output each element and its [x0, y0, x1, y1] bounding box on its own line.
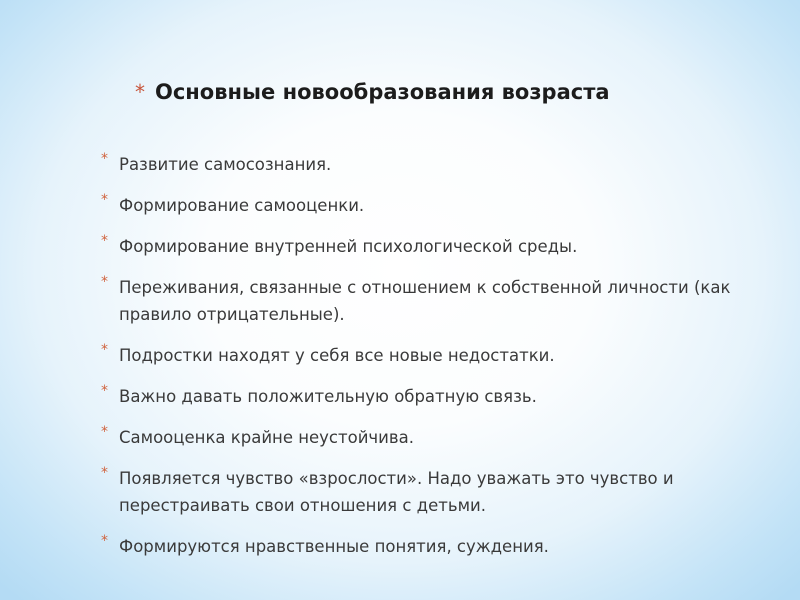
bullet-text: Формируются нравственные понятия, суждения.: [119, 537, 549, 556]
slide-title: Основные новообразования возраста: [155, 80, 610, 104]
bullet-star-icon: *: [101, 274, 108, 290]
bullet-item: [101, 192, 791, 219]
bullet-text: Переживания, связанные с отношением к собственной личности (как правило отрицательные).: [119, 278, 731, 324]
bullet-text: Формирование самооценки.: [119, 196, 365, 215]
bullet-star-icon: *: [101, 342, 108, 358]
bullet-star-icon: *: [101, 192, 108, 208]
bullet-text: Появляется чувство «взрослости». Надо уважать это чувство и перестраивать свои отношения с детьми.: [119, 469, 674, 515]
bullet-item: [101, 465, 791, 519]
bullet-text: Развитие самосознания.: [119, 155, 332, 174]
bullet-text: Формирование внутренней психологической среды.: [119, 237, 578, 256]
bullet-item: [101, 533, 791, 560]
bullet-item: [101, 424, 791, 451]
bullet-item: [101, 342, 791, 369]
bullet-item: [101, 233, 791, 260]
bullet-item: [101, 151, 791, 178]
bullet-list: [101, 151, 791, 574]
bullet-text: Самооценка крайне неустойчива.: [119, 428, 414, 447]
bullet-star-icon: *: [101, 151, 108, 167]
bullet-text: Подростки находят у себя все новые недостатки.: [119, 346, 555, 365]
bullet-item: [101, 274, 791, 328]
bullet-star-icon: *: [101, 383, 108, 399]
title-bullet-icon: *: [135, 80, 145, 104]
bullet-text: Важно давать положительную обратную связь.: [119, 387, 537, 406]
bullet-star-icon: *: [101, 465, 108, 481]
title-row: [135, 80, 610, 104]
bullet-star-icon: *: [101, 233, 108, 249]
bullet-star-icon: *: [101, 424, 108, 440]
bullet-item: [101, 383, 791, 410]
bullet-star-icon: *: [101, 533, 108, 549]
